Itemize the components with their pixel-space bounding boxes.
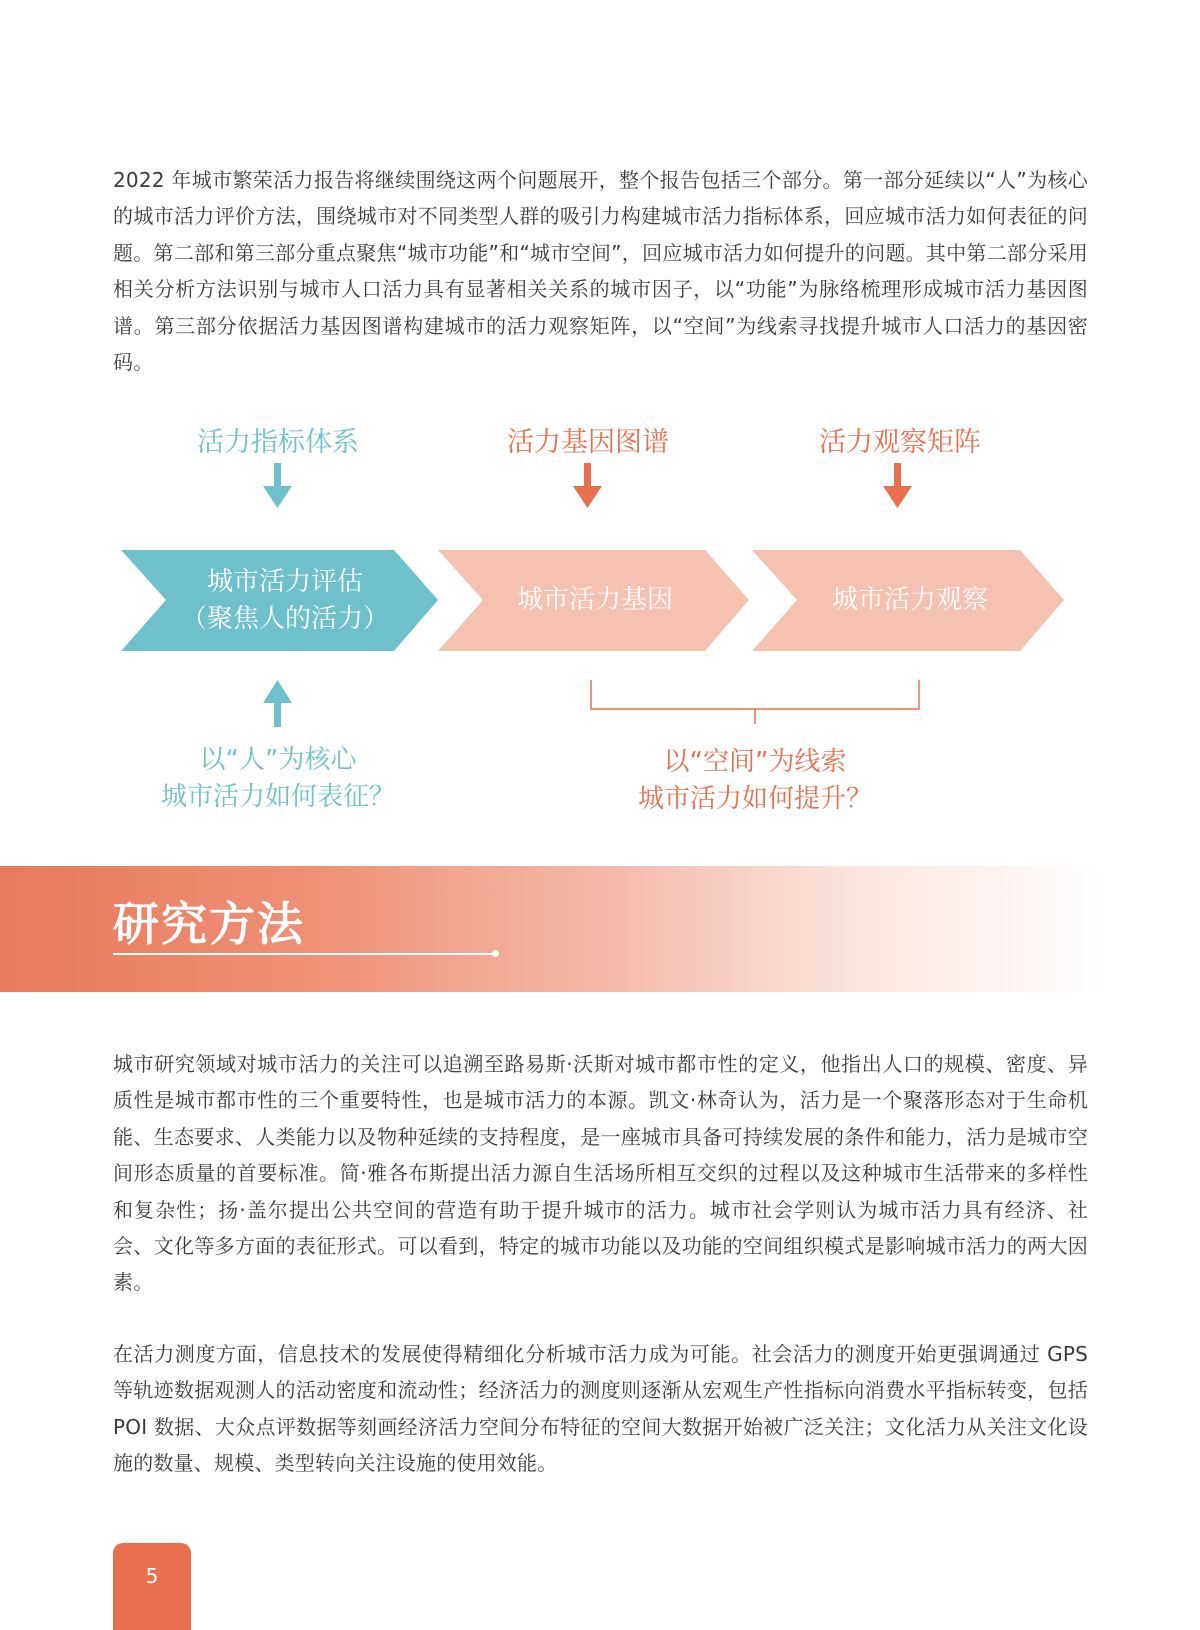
methods-paragraph-2: 在活力测度方面，信息技术的发展使得精细化分析城市活力成为可能。社会活力的测度开始更强调通过 GPS 等轨迹数据观测人的活动密度和流动性；经济活力的测度则逐渐从宏观生产性指标向消费水平指标转变，包括 POI 数据、大众点评数据等刻画经济活力空间分布特征的空间大数据开始被广泛关注；文化活力从关注文化设施的数量、规模、类型转向关注设施的使用效能。 [113,1342,1088,1476]
page-number-tab: 5 [113,1543,191,1630]
box-gene-text: 城市活力基因 [516,585,673,615]
box-observe-text: 城市活力观察 [831,585,988,615]
intro-paragraph: 2022 年城市繁荣活力报告将继续围绕这两个问题展开，整个报告包括三个部分。第一部分延续以“人”为核心的城市活力评价方法，围绕城市对不同类型人群的吸引力构建城市活力指标体系，回应城市活力如何表征的问题。第二部和第三部分重点聚焦“城市功能”和“城市空间”，回应城市活力如何提升的问题。其中第二部分采用相关分析方法识别与城市人口活力具有显著相关关系的城市因子，以“功能”为脉络梳理形成城市活力基因图谱。第三部分依据活力基因图谱构建城市的活力观察矩阵，以“空间”为线索寻找提升城市人口活力的基因密码。 [113,168,1088,375]
box-assessment-text [170,564,400,638]
bracket-connector [591,680,919,724]
bottom-left-line2: 城市活力如何表征？ [160,782,395,812]
bottom-right-line2: 城市活力如何提升？ [637,784,872,814]
label-observation-matrix: 活力观察矩阵 [819,427,981,458]
bottom-left-caption [128,742,428,816]
label-gene-map: 活力基因图谱 [507,427,669,458]
section-title: 研究方法 [113,897,305,951]
box-assessment-line2: （聚焦人的活力） [180,604,389,634]
down-arrow-icon [883,463,912,508]
underline-dot [492,950,499,957]
methods-paragraph-1: 城市研究领域对城市活力的关注可以追溯至路易斯·沃斯对城市都市性的定义，他指出人口的规模、密度、异质性是城市都市性的三个重要特性，也是城市活力的本源。凯文·林奇认为，活力是一个聚落形态对于生命机能、生态要求、人类能力以及物种延续的支持程度，是一座城市具备可持续发展的条件和能力，活力是城市空间形态质量的首要标准。简·雅各布斯提出活力源自生活场所相互交织的过程以及这种城市生活带来的多样性和复杂性；扬·盖尔提出公共空间的营造有助于提升城市的活力。城市社会学则认为城市活力具有经济、社会、文化等多方面的表征形式。可以看到，特定的城市功能以及功能的空间组织模式是影响城市活力的两大因素。 [113,1052,1088,1295]
title-underline [113,953,496,955]
down-arrow-icon [573,463,602,508]
bottom-right-caption [595,744,915,818]
box-assessment-line1: 城市活力评估 [206,567,363,597]
bottom-left-line1: 以“人”为核心 [199,745,357,775]
section-banner [0,866,1200,992]
up-arrow-icon [263,680,292,727]
down-arrow-icon [263,463,292,508]
bottom-right-line1: 以“空间”为线索 [663,747,847,777]
label-indicator-system: 活力指标体系 [197,427,359,458]
